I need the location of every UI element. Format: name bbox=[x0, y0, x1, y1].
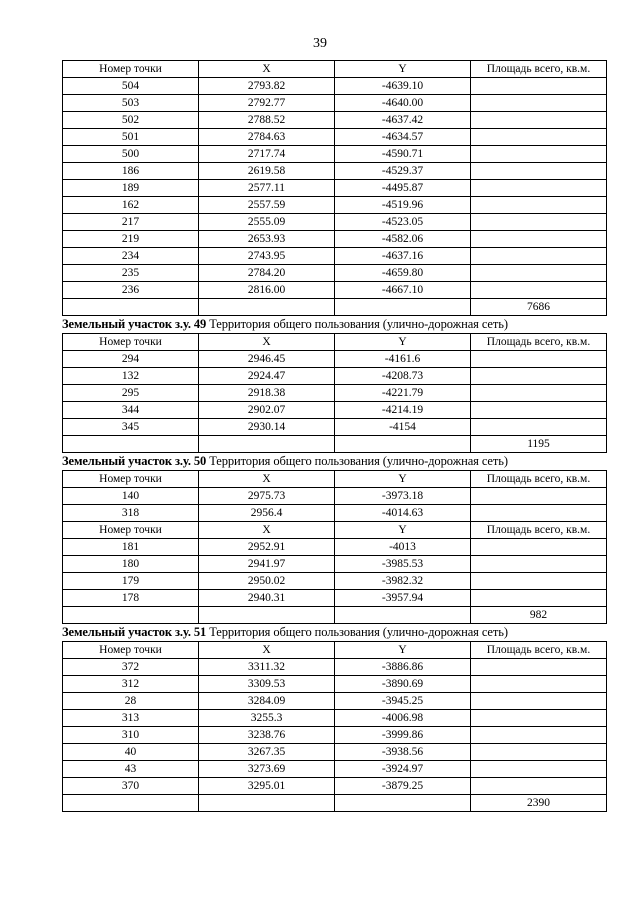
table-row bbox=[63, 488, 607, 505]
page-number: 39 bbox=[313, 36, 327, 51]
y-coordinate-cell: -4523.05 bbox=[335, 214, 471, 231]
empty-cell bbox=[335, 436, 471, 453]
table-row bbox=[63, 761, 607, 778]
parcel-heading bbox=[62, 624, 606, 641]
table-row bbox=[63, 676, 607, 693]
y-coordinate-cell: -3924.97 bbox=[335, 761, 471, 778]
area-cell bbox=[471, 163, 607, 180]
header-y: Y bbox=[335, 61, 471, 78]
y-coordinate-cell: -4529.37 bbox=[335, 163, 471, 180]
y-coordinate-cell: -4582.06 bbox=[335, 231, 471, 248]
parcel-heading bbox=[62, 316, 606, 333]
header-y: Y bbox=[335, 471, 471, 488]
area-cell bbox=[471, 112, 607, 129]
parcel-heading-bold: Земельный участок з.у. 49 bbox=[62, 317, 207, 331]
empty-cell bbox=[63, 607, 199, 624]
area-cell bbox=[471, 556, 607, 573]
total-area-row bbox=[63, 299, 607, 316]
area-cell bbox=[471, 351, 607, 368]
x-coordinate-cell: 2784.20 bbox=[199, 265, 335, 282]
header-area-total: Площадь всего, кв.м. bbox=[471, 471, 607, 488]
area-cell bbox=[471, 539, 607, 556]
header-y: Y bbox=[335, 642, 471, 659]
area-cell bbox=[471, 231, 607, 248]
area-cell bbox=[471, 95, 607, 112]
y-coordinate-cell: -3886.86 bbox=[335, 659, 471, 676]
point-number-cell: 180 bbox=[63, 556, 199, 573]
coordinates-table bbox=[62, 641, 607, 812]
area-cell bbox=[471, 573, 607, 590]
empty-cell bbox=[335, 607, 471, 624]
y-coordinate-cell: -4006.98 bbox=[335, 710, 471, 727]
area-cell bbox=[471, 488, 607, 505]
header-x: X bbox=[199, 471, 335, 488]
point-number-cell: 372 bbox=[63, 659, 199, 676]
empty-cell bbox=[335, 795, 471, 812]
table-row bbox=[63, 282, 607, 299]
header-area-total: Площадь всего, кв.м. bbox=[471, 61, 607, 78]
y-coordinate-cell: -3957.94 bbox=[335, 590, 471, 607]
header-point-number: Номер точки bbox=[63, 334, 199, 351]
y-coordinate-cell: -4154 bbox=[335, 419, 471, 436]
point-number-cell: 295 bbox=[63, 385, 199, 402]
parcel-heading-text: Территория общего пользования (улично-дорожная сеть) bbox=[206, 454, 508, 468]
x-coordinate-cell: 2555.09 bbox=[199, 214, 335, 231]
point-number-cell: 178 bbox=[63, 590, 199, 607]
x-coordinate-cell: 2793.82 bbox=[199, 78, 335, 95]
table-row bbox=[63, 590, 607, 607]
total-area-value: 7686 bbox=[471, 299, 607, 316]
y-coordinate-cell: -4495.87 bbox=[335, 180, 471, 197]
total-area-value: 982 bbox=[471, 607, 607, 624]
point-number-cell: 501 bbox=[63, 129, 199, 146]
x-coordinate-cell: 3284.09 bbox=[199, 693, 335, 710]
area-cell bbox=[471, 505, 607, 522]
point-number-cell: 179 bbox=[63, 573, 199, 590]
y-coordinate-cell: -4014.63 bbox=[335, 505, 471, 522]
x-coordinate-cell: 2577.11 bbox=[199, 180, 335, 197]
header-area-total: Площадь всего, кв.м. bbox=[471, 522, 607, 539]
table-row bbox=[63, 385, 607, 402]
y-coordinate-cell: -3973.18 bbox=[335, 488, 471, 505]
area-cell bbox=[471, 693, 607, 710]
parcel-heading-bold: Земельный участок з.у. 50 bbox=[62, 454, 207, 468]
table-row bbox=[63, 129, 607, 146]
area-cell bbox=[471, 710, 607, 727]
area-cell bbox=[471, 744, 607, 761]
table-row bbox=[63, 231, 607, 248]
point-number-cell: 236 bbox=[63, 282, 199, 299]
point-number-cell: 140 bbox=[63, 488, 199, 505]
y-coordinate-cell: -4161.6 bbox=[335, 351, 471, 368]
x-coordinate-cell: 2940.31 bbox=[199, 590, 335, 607]
y-coordinate-cell: -3879.25 bbox=[335, 778, 471, 795]
table-header-row bbox=[63, 522, 607, 539]
x-coordinate-cell: 2946.45 bbox=[199, 351, 335, 368]
x-coordinate-cell: 2717.74 bbox=[199, 146, 335, 163]
parcel-heading-text: Территория общего пользования (улично-дорожная сеть) bbox=[206, 625, 508, 639]
y-coordinate-cell: -3985.53 bbox=[335, 556, 471, 573]
point-number-cell: 132 bbox=[63, 368, 199, 385]
point-number-cell: 500 bbox=[63, 146, 199, 163]
table-row bbox=[63, 146, 607, 163]
point-number-cell: 217 bbox=[63, 214, 199, 231]
point-number-cell: 344 bbox=[63, 402, 199, 419]
table-header-row bbox=[63, 471, 607, 488]
header-x: X bbox=[199, 61, 335, 78]
point-number-cell: 40 bbox=[63, 744, 199, 761]
x-coordinate-cell: 2816.00 bbox=[199, 282, 335, 299]
empty-cell bbox=[199, 436, 335, 453]
point-number-cell: 162 bbox=[63, 197, 199, 214]
empty-cell bbox=[199, 795, 335, 812]
point-number-cell: 219 bbox=[63, 231, 199, 248]
table-row bbox=[63, 556, 607, 573]
header-point-number: Номер точки bbox=[63, 522, 199, 539]
y-coordinate-cell: -4208.73 bbox=[335, 368, 471, 385]
empty-cell bbox=[335, 299, 471, 316]
x-coordinate-cell: 2975.73 bbox=[199, 488, 335, 505]
empty-cell bbox=[199, 607, 335, 624]
table-row bbox=[63, 693, 607, 710]
table-row bbox=[63, 180, 607, 197]
point-number-cell: 502 bbox=[63, 112, 199, 129]
x-coordinate-cell: 2653.93 bbox=[199, 231, 335, 248]
empty-cell bbox=[199, 299, 335, 316]
x-coordinate-cell: 3238.76 bbox=[199, 727, 335, 744]
y-coordinate-cell: -4659.80 bbox=[335, 265, 471, 282]
x-coordinate-cell: 2619.58 bbox=[199, 163, 335, 180]
table-header-row bbox=[63, 61, 607, 78]
point-number-cell: 504 bbox=[63, 78, 199, 95]
table-row bbox=[63, 112, 607, 129]
y-coordinate-cell: -4640.00 bbox=[335, 95, 471, 112]
y-coordinate-cell: -3938.56 bbox=[335, 744, 471, 761]
x-coordinate-cell: 2952.91 bbox=[199, 539, 335, 556]
table-row bbox=[63, 539, 607, 556]
table-header-row bbox=[63, 334, 607, 351]
table-row bbox=[63, 248, 607, 265]
area-cell bbox=[471, 248, 607, 265]
point-number-cell: 310 bbox=[63, 727, 199, 744]
area-cell bbox=[471, 146, 607, 163]
table-row bbox=[63, 505, 607, 522]
table-row bbox=[63, 78, 607, 95]
parcel-heading-text: Территория общего пользования (улично-дорожная сеть) bbox=[206, 317, 508, 331]
area-cell bbox=[471, 129, 607, 146]
table-row bbox=[63, 402, 607, 419]
point-number-cell: 503 bbox=[63, 95, 199, 112]
point-number-cell: 181 bbox=[63, 539, 199, 556]
x-coordinate-cell: 2941.97 bbox=[199, 556, 335, 573]
parcel-heading-bold: Земельный участок з.у. 51 bbox=[62, 625, 207, 639]
y-coordinate-cell: -3945.25 bbox=[335, 693, 471, 710]
x-coordinate-cell: 2950.02 bbox=[199, 573, 335, 590]
x-coordinate-cell: 2956.4 bbox=[199, 505, 335, 522]
point-number-cell: 234 bbox=[63, 248, 199, 265]
x-coordinate-cell: 2924.47 bbox=[199, 368, 335, 385]
parcel-heading bbox=[62, 453, 606, 470]
x-coordinate-cell: 3267.35 bbox=[199, 744, 335, 761]
coordinates-table bbox=[62, 470, 607, 624]
table-row bbox=[63, 351, 607, 368]
header-point-number: Номер точки bbox=[63, 642, 199, 659]
area-cell bbox=[471, 265, 607, 282]
point-number-cell: 235 bbox=[63, 265, 199, 282]
point-number-cell: 294 bbox=[63, 351, 199, 368]
area-cell bbox=[471, 214, 607, 231]
table-row bbox=[63, 214, 607, 231]
x-coordinate-cell: 2743.95 bbox=[199, 248, 335, 265]
coordinates-table bbox=[62, 60, 607, 316]
header-area-total: Площадь всего, кв.м. bbox=[471, 334, 607, 351]
total-area-row bbox=[63, 795, 607, 812]
table-row bbox=[63, 419, 607, 436]
coordinate-tables bbox=[62, 60, 606, 812]
area-cell bbox=[471, 180, 607, 197]
y-coordinate-cell: -4634.57 bbox=[335, 129, 471, 146]
area-cell bbox=[471, 197, 607, 214]
total-area-value: 2390 bbox=[471, 795, 607, 812]
header-y: Y bbox=[335, 334, 471, 351]
empty-cell bbox=[63, 299, 199, 316]
table-row bbox=[63, 659, 607, 676]
x-coordinate-cell: 2788.52 bbox=[199, 112, 335, 129]
y-coordinate-cell: -3999.86 bbox=[335, 727, 471, 744]
table-row bbox=[63, 265, 607, 282]
y-coordinate-cell: -3982.32 bbox=[335, 573, 471, 590]
x-coordinate-cell: 2930.14 bbox=[199, 419, 335, 436]
point-number-cell: 313 bbox=[63, 710, 199, 727]
area-cell bbox=[471, 727, 607, 744]
header-point-number: Номер точки bbox=[63, 61, 199, 78]
point-number-cell: 28 bbox=[63, 693, 199, 710]
point-number-cell: 370 bbox=[63, 778, 199, 795]
y-coordinate-cell: -4519.96 bbox=[335, 197, 471, 214]
total-area-row bbox=[63, 607, 607, 624]
point-number-cell: 345 bbox=[63, 419, 199, 436]
x-coordinate-cell: 2918.38 bbox=[199, 385, 335, 402]
x-coordinate-cell: 2792.77 bbox=[199, 95, 335, 112]
y-coordinate-cell: -4590.71 bbox=[335, 146, 471, 163]
point-number-cell: 189 bbox=[63, 180, 199, 197]
header-area-total: Площадь всего, кв.м. bbox=[471, 642, 607, 659]
table-row bbox=[63, 95, 607, 112]
table-row bbox=[63, 197, 607, 214]
area-cell bbox=[471, 282, 607, 299]
point-number-cell: 318 bbox=[63, 505, 199, 522]
y-coordinate-cell: -4639.10 bbox=[335, 78, 471, 95]
table-row bbox=[63, 744, 607, 761]
table-row bbox=[63, 710, 607, 727]
area-cell bbox=[471, 402, 607, 419]
header-x: X bbox=[199, 642, 335, 659]
area-cell bbox=[471, 368, 607, 385]
x-coordinate-cell: 3311.32 bbox=[199, 659, 335, 676]
point-number-cell: 43 bbox=[63, 761, 199, 778]
area-cell bbox=[471, 778, 607, 795]
area-cell bbox=[471, 78, 607, 95]
point-number-cell: 312 bbox=[63, 676, 199, 693]
empty-cell bbox=[63, 795, 199, 812]
y-coordinate-cell: -4637.16 bbox=[335, 248, 471, 265]
table-row bbox=[63, 368, 607, 385]
point-number-cell: 186 bbox=[63, 163, 199, 180]
area-cell bbox=[471, 761, 607, 778]
y-coordinate-cell: -3890.69 bbox=[335, 676, 471, 693]
y-coordinate-cell: -4221.79 bbox=[335, 385, 471, 402]
header-y: Y bbox=[335, 522, 471, 539]
total-area-value: 1195 bbox=[471, 436, 607, 453]
y-coordinate-cell: -4637.42 bbox=[335, 112, 471, 129]
y-coordinate-cell: -4013 bbox=[335, 539, 471, 556]
x-coordinate-cell: 2557.59 bbox=[199, 197, 335, 214]
area-cell bbox=[471, 659, 607, 676]
table-row bbox=[63, 727, 607, 744]
area-cell bbox=[471, 590, 607, 607]
x-coordinate-cell: 3255.3 bbox=[199, 710, 335, 727]
y-coordinate-cell: -4667.10 bbox=[335, 282, 471, 299]
header-x: X bbox=[199, 334, 335, 351]
coordinates-table bbox=[62, 333, 607, 453]
table-row bbox=[63, 573, 607, 590]
total-area-row bbox=[63, 436, 607, 453]
area-cell bbox=[471, 676, 607, 693]
x-coordinate-cell: 2902.07 bbox=[199, 402, 335, 419]
x-coordinate-cell: 3273.69 bbox=[199, 761, 335, 778]
y-coordinate-cell: -4214.19 bbox=[335, 402, 471, 419]
x-coordinate-cell: 3295.01 bbox=[199, 778, 335, 795]
x-coordinate-cell: 2784.63 bbox=[199, 129, 335, 146]
header-point-number: Номер точки bbox=[63, 471, 199, 488]
area-cell bbox=[471, 385, 607, 402]
x-coordinate-cell: 3309.53 bbox=[199, 676, 335, 693]
table-row bbox=[63, 778, 607, 795]
table-header-row bbox=[63, 642, 607, 659]
header-x: X bbox=[199, 522, 335, 539]
table-row bbox=[63, 163, 607, 180]
empty-cell bbox=[63, 436, 199, 453]
area-cell bbox=[471, 419, 607, 436]
